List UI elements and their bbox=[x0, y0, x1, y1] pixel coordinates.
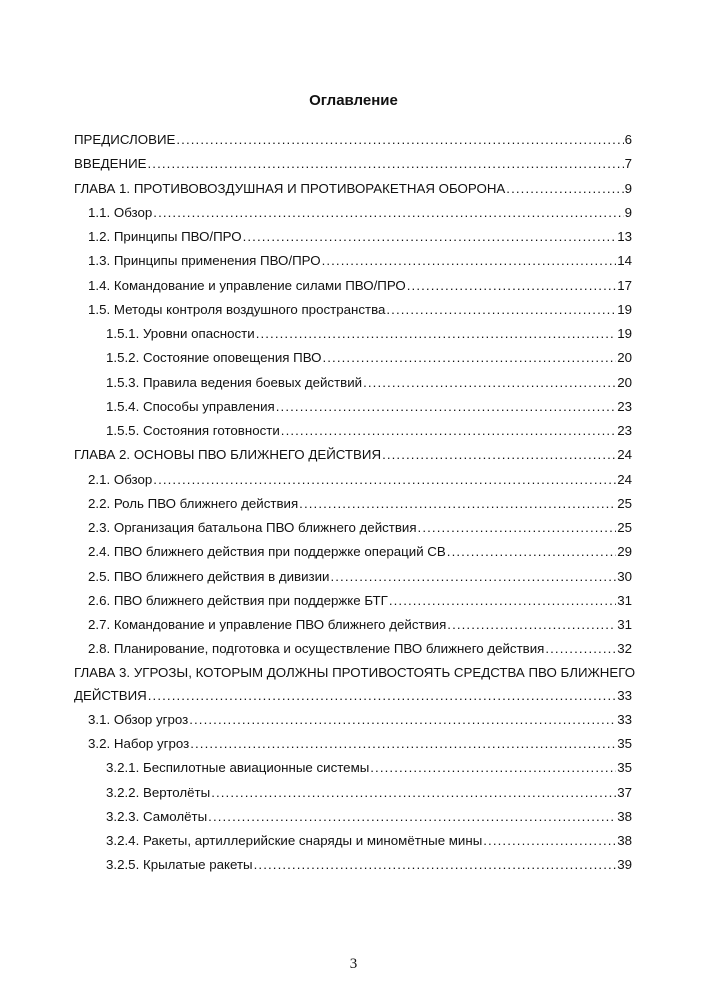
dot-leader bbox=[483, 829, 616, 853]
table-of-contents bbox=[74, 128, 636, 878]
toc-entry[interactable] bbox=[74, 613, 632, 637]
toc-entry[interactable] bbox=[74, 637, 632, 661]
toc-entry-page: 23 bbox=[617, 423, 632, 438]
dot-leader bbox=[447, 613, 616, 637]
dot-leader bbox=[363, 371, 616, 395]
dot-leader bbox=[190, 732, 616, 756]
toc-entry-page: 24 bbox=[617, 471, 632, 487]
dot-leader bbox=[281, 419, 616, 443]
dot-leader bbox=[254, 853, 617, 877]
page-number: 3 bbox=[349, 956, 358, 972]
toc-entry[interactable] bbox=[74, 177, 632, 201]
toc-entry-page: 25 bbox=[617, 520, 632, 535]
toc-entry-label: 2.5. ПВО ближнего действия в дивизии bbox=[88, 568, 330, 584]
dot-leader bbox=[243, 225, 617, 249]
toc-entry-label: ГЛАВА 3. УГРОЗЫ, КОТОРЫМ ДОЛЖНЫ ПРОТИВОСТОЯТЬ СРЕДСТВА ПВО БЛИЖНЕГО bbox=[74, 664, 636, 680]
toc-entry-page: 20 bbox=[617, 350, 632, 366]
toc-entry-page: 33 bbox=[617, 711, 632, 727]
toc-entry[interactable] bbox=[74, 371, 632, 395]
toc-entry[interactable] bbox=[74, 540, 632, 564]
dot-leader bbox=[208, 805, 616, 829]
toc-entry[interactable] bbox=[74, 684, 632, 708]
toc-entry-label: 2.2. Роль ПВО ближнего действия bbox=[88, 495, 299, 511]
toc-entry-page: 20 bbox=[617, 374, 632, 390]
toc-entry-page: 38 bbox=[617, 808, 632, 824]
dot-leader bbox=[148, 152, 624, 176]
dot-leader bbox=[211, 781, 616, 805]
dot-leader bbox=[506, 177, 623, 201]
toc-entry[interactable] bbox=[74, 443, 632, 467]
dot-leader bbox=[389, 589, 616, 613]
toc-entry-label: 1.5.5. Состояния готовности bbox=[106, 423, 280, 438]
toc-entry-label: 1.5.1. Уровни опасности bbox=[106, 326, 255, 341]
toc-entry-label: 2.8. Планирование, подготовка и осуществление ПВО ближнего действия bbox=[88, 641, 545, 657]
dot-leader bbox=[322, 346, 616, 370]
toc-entry-label: 3.2.4. Ракеты, артиллерийские снаряды и миномётные мины bbox=[106, 833, 483, 848]
toc-entry-label: 2.3. Организация батальона ПВО ближнего действия bbox=[88, 520, 417, 535]
toc-title: Оглавление bbox=[309, 92, 398, 109]
dot-leader bbox=[382, 443, 616, 467]
toc-entry-page: 29 bbox=[617, 544, 632, 560]
toc-entry-page: 9 bbox=[624, 204, 632, 220]
toc-entry-label: ГЛАВА 1. ПРОТИВОВОЗДУШНАЯ И ПРОТИВОРАКЕТНАЯ ОБОРОНА bbox=[74, 180, 506, 196]
toc-entry-page: 30 bbox=[617, 568, 632, 584]
toc-entry-page: 17 bbox=[617, 277, 632, 293]
toc-entry[interactable] bbox=[74, 781, 632, 805]
toc-entry-label: ПРЕДИСЛОВИЕ bbox=[74, 132, 176, 147]
toc-entry[interactable] bbox=[74, 274, 632, 298]
toc-entry-page: 35 bbox=[617, 760, 632, 776]
toc-entry-page: 31 bbox=[617, 592, 632, 608]
toc-entry[interactable] bbox=[74, 853, 632, 877]
toc-entry[interactable] bbox=[74, 225, 632, 249]
dot-leader bbox=[189, 708, 616, 732]
dot-leader bbox=[370, 756, 616, 780]
toc-entry[interactable] bbox=[74, 395, 632, 419]
dot-leader bbox=[330, 565, 616, 589]
dot-leader bbox=[407, 274, 616, 298]
toc-entry-label: 1.5.2. Состояние оповещения ПВО bbox=[106, 350, 322, 366]
toc-entry-page: 14 bbox=[617, 253, 632, 269]
toc-entry-page: 38 bbox=[617, 833, 632, 848]
toc-entry[interactable] bbox=[74, 128, 632, 152]
toc-entry-label: ГЛАВА 2. ОСНОВЫ ПВО БЛИЖНЕГО ДЕЙСТВИЯ bbox=[74, 447, 382, 463]
toc-entry[interactable] bbox=[74, 708, 632, 732]
toc-entry-label: 3.2.5. Крылатые ракеты bbox=[106, 857, 253, 873]
toc-entry-page: 23 bbox=[617, 398, 632, 414]
toc-entry[interactable] bbox=[74, 419, 632, 443]
toc-entry-page: 7 bbox=[624, 156, 632, 172]
toc-entry[interactable] bbox=[74, 516, 632, 540]
toc-entry-label: 3.2.2. Вертолёты bbox=[106, 784, 211, 800]
toc-entry[interactable] bbox=[74, 805, 632, 829]
toc-entry-label: 2.4. ПВО ближнего действия при поддержке операций СВ bbox=[88, 544, 446, 560]
toc-entry-label: 2.1. Обзор bbox=[88, 471, 153, 487]
dot-leader bbox=[386, 298, 616, 322]
toc-entry[interactable] bbox=[74, 829, 632, 853]
dot-leader bbox=[256, 322, 617, 346]
toc-entry-page: 13 bbox=[617, 229, 632, 244]
toc-entry-label: 3.2.1. Беспилотные авиационные системы bbox=[106, 760, 370, 776]
toc-entry-page: 24 bbox=[617, 447, 632, 463]
toc-entry-label: ВВЕДЕНИЕ bbox=[74, 156, 147, 172]
toc-entry[interactable] bbox=[74, 201, 632, 225]
toc-entry[interactable] bbox=[74, 732, 632, 756]
toc-entry-label: ДЕЙСТВИЯ bbox=[74, 687, 147, 703]
toc-entry-page: 25 bbox=[617, 495, 632, 511]
toc-entry-page: 19 bbox=[617, 301, 632, 317]
dot-leader bbox=[276, 395, 616, 419]
dot-leader bbox=[322, 249, 617, 273]
toc-entry-first-line[interactable] bbox=[74, 662, 636, 684]
dot-leader bbox=[299, 492, 616, 516]
toc-entry-label: 1.5.4. Способы управления bbox=[106, 398, 275, 414]
dot-leader bbox=[153, 468, 616, 492]
toc-entry-label: 2.7. Командование и управление ПВО ближнего действия bbox=[88, 617, 447, 632]
dot-leader bbox=[148, 684, 616, 708]
toc-entry-page: 33 bbox=[617, 687, 632, 703]
toc-entry-label: 1.1. Обзор bbox=[88, 204, 153, 220]
toc-entry-label: 1.5.3. Правила ведения боевых действий bbox=[106, 374, 363, 390]
toc-entry[interactable] bbox=[74, 756, 632, 780]
toc-entry[interactable] bbox=[74, 468, 632, 492]
toc-entry[interactable] bbox=[74, 492, 632, 516]
toc-entry[interactable] bbox=[74, 589, 632, 613]
toc-entry-page: 37 bbox=[617, 784, 632, 800]
toc-entry-label: 3.2. Набор угроз bbox=[88, 736, 190, 751]
dot-leader bbox=[176, 128, 623, 152]
dot-leader bbox=[153, 201, 623, 225]
toc-entry[interactable] bbox=[74, 152, 632, 176]
dot-leader bbox=[447, 540, 616, 564]
toc-entry-label: 2.6. ПВО ближнего действия при поддержке БТГ bbox=[88, 592, 388, 608]
toc-entry[interactable] bbox=[74, 346, 632, 370]
toc-entry[interactable] bbox=[74, 322, 632, 346]
dot-leader bbox=[418, 516, 617, 540]
toc-entry-label: 1.5. Методы контроля воздушного пространства bbox=[88, 301, 386, 317]
toc-entry-label: 1.3. Принципы применения ПВО/ПРО bbox=[88, 253, 321, 269]
toc-entry[interactable] bbox=[74, 298, 632, 322]
toc-entry-page: 32 bbox=[617, 641, 632, 657]
toc-entry-page: 19 bbox=[617, 326, 632, 341]
toc-entry-page: 35 bbox=[617, 736, 632, 751]
toc-entry-page: 31 bbox=[617, 617, 632, 632]
toc-entry-page: 9 bbox=[624, 180, 632, 196]
toc-entry-label: 3.2.3. Самолёты bbox=[106, 808, 208, 824]
toc-entry-label: 1.2. Принципы ПВО/ПРО bbox=[88, 229, 242, 244]
toc-entry[interactable] bbox=[74, 249, 632, 273]
toc-entry-label: 3.1. Обзор угроз bbox=[88, 711, 189, 727]
dot-leader bbox=[545, 637, 616, 661]
toc-entry-page: 39 bbox=[617, 857, 632, 873]
toc-entry[interactable] bbox=[74, 565, 632, 589]
toc-entry-page: 6 bbox=[624, 132, 632, 147]
toc-entry-label: 1.4. Командование и управление силами ПВО/ПРО bbox=[88, 277, 406, 293]
